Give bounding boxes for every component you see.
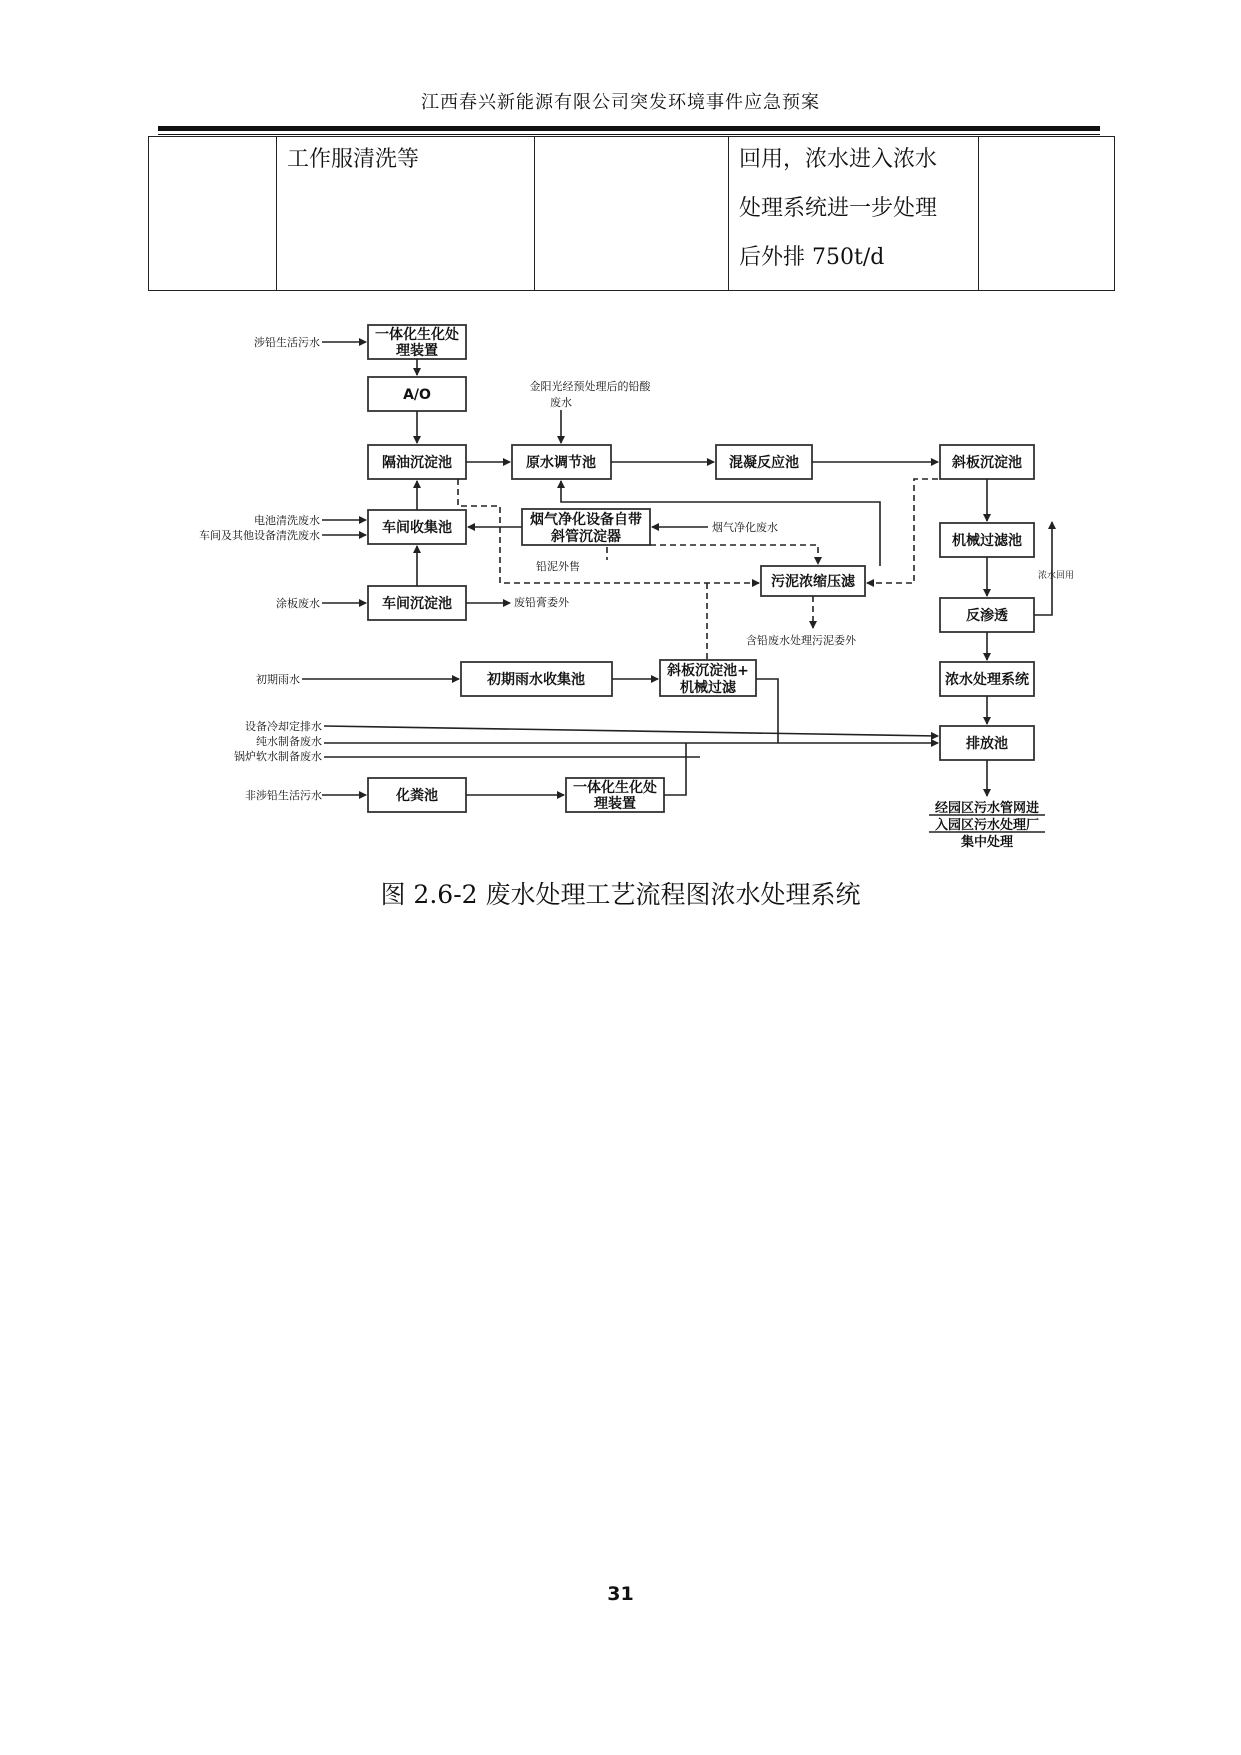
note-concentrate-reuse: 浓水回用 xyxy=(1038,571,1075,581)
input-lead-domestic: 涉铅生活污水 xyxy=(254,336,320,349)
box-label: 斜板沉淀池+ xyxy=(667,663,749,679)
box-concentrate-system xyxy=(940,662,1034,696)
document-header: 江西春兴新能源有限公司突发环境事件应急预案 xyxy=(421,92,820,113)
box-label: 一体化生化处 xyxy=(375,327,459,343)
note-final-line: 经园区污水管网进 xyxy=(934,801,1040,816)
box-label: 斜管沉淀器 xyxy=(551,529,621,545)
input-plate-coating: 涂板废水 xyxy=(276,597,320,610)
box-rain-collect xyxy=(461,662,612,696)
cell-line: 后外排 750t/d xyxy=(739,245,885,270)
box-label: 车间收集池 xyxy=(382,520,452,536)
input-cooling-drain: 设备冷却定排水 xyxy=(245,720,322,733)
box-label: 理装置 xyxy=(594,796,636,812)
note-final-line: 入园区污水处理厂 xyxy=(934,818,1040,833)
note-sludge-out: 含铅废水处理污泥委外 xyxy=(746,634,856,647)
box-workshop-collect xyxy=(368,510,466,544)
box-label: 机械过滤池 xyxy=(952,533,1022,549)
box-label: 排放池 xyxy=(966,736,1008,752)
box-label: 一体化生化处 xyxy=(573,780,657,796)
box-fume-settler xyxy=(522,509,650,545)
box-workshop-settling xyxy=(368,586,466,620)
box-label: 反渗透 xyxy=(966,608,1008,624)
box-label: 混凝反应池 xyxy=(729,455,799,471)
box-incline-mech xyxy=(660,660,756,696)
input-workshop-cleaning: 车间及其他设备清洗废水 xyxy=(199,529,320,542)
input-pretreated-acid-2: 废水 xyxy=(550,396,572,409)
cell-text: 工作服清洗等 xyxy=(287,147,420,172)
note-waste-lead-paste: 废铅膏委外 xyxy=(514,596,569,609)
input-initial-rain: 初期雨水 xyxy=(256,673,300,686)
box-incline-settling xyxy=(940,445,1034,479)
input-electrode-cleaning: 电池清洗废水 xyxy=(254,514,320,527)
input-boiler-water: 锅炉软水制备废水 xyxy=(234,750,322,763)
box-label: A/O xyxy=(403,387,431,403)
note-lead-mud: 铅泥外售 xyxy=(536,560,580,573)
box-label: 机械过滤 xyxy=(680,680,736,696)
box-oil-separation xyxy=(368,445,466,479)
input-pretreated-acid: 金阳光经预处理后的铅酸 xyxy=(529,380,651,393)
box-label: 原水调节池 xyxy=(526,455,596,471)
box-mech-filter xyxy=(940,523,1034,557)
box-sludge-press xyxy=(761,566,865,596)
box-label: 化粪池 xyxy=(396,788,438,804)
box-reverse-osmosis xyxy=(940,598,1034,632)
input-non-lead-domestic: 非涉铅生活污水 xyxy=(245,789,322,802)
box-coagulation xyxy=(716,445,812,479)
box-label: 车间沉淀池 xyxy=(382,596,452,612)
cell-line: 回用，浓水进入浓水 xyxy=(739,147,938,172)
sludge-dashed-lines xyxy=(458,479,938,660)
box-ao xyxy=(368,377,466,411)
box-raw-regulating xyxy=(512,445,611,479)
box-bio-unit xyxy=(368,325,466,359)
box-label: 隔油沉淀池 xyxy=(382,455,452,471)
box-bio-unit-2 xyxy=(566,778,664,812)
note-final-line: 集中处理 xyxy=(960,835,1014,850)
input-pure-water: 纯水制备废水 xyxy=(256,735,322,748)
box-label: 污泥浓缩压滤 xyxy=(771,574,855,590)
box-label: 理装置 xyxy=(396,343,438,359)
box-septic-tank xyxy=(368,778,466,812)
box-label: 斜板沉淀池 xyxy=(952,455,1022,471)
figure-caption: 图 2.6-2 废水处理工艺流程图浓水处理系统 xyxy=(380,880,861,909)
box-discharge-pool xyxy=(940,726,1034,760)
box-label: 初期雨水收集池 xyxy=(487,672,585,688)
input-fume-water: 烟气净化废水 xyxy=(712,521,778,534)
page-number: 31 xyxy=(607,1583,634,1605)
cell-line: 处理系统进一步处理 xyxy=(739,196,938,221)
box-label: 烟气净化设备自带 xyxy=(530,512,642,528)
box-label: 浓水处理系统 xyxy=(945,672,1029,688)
